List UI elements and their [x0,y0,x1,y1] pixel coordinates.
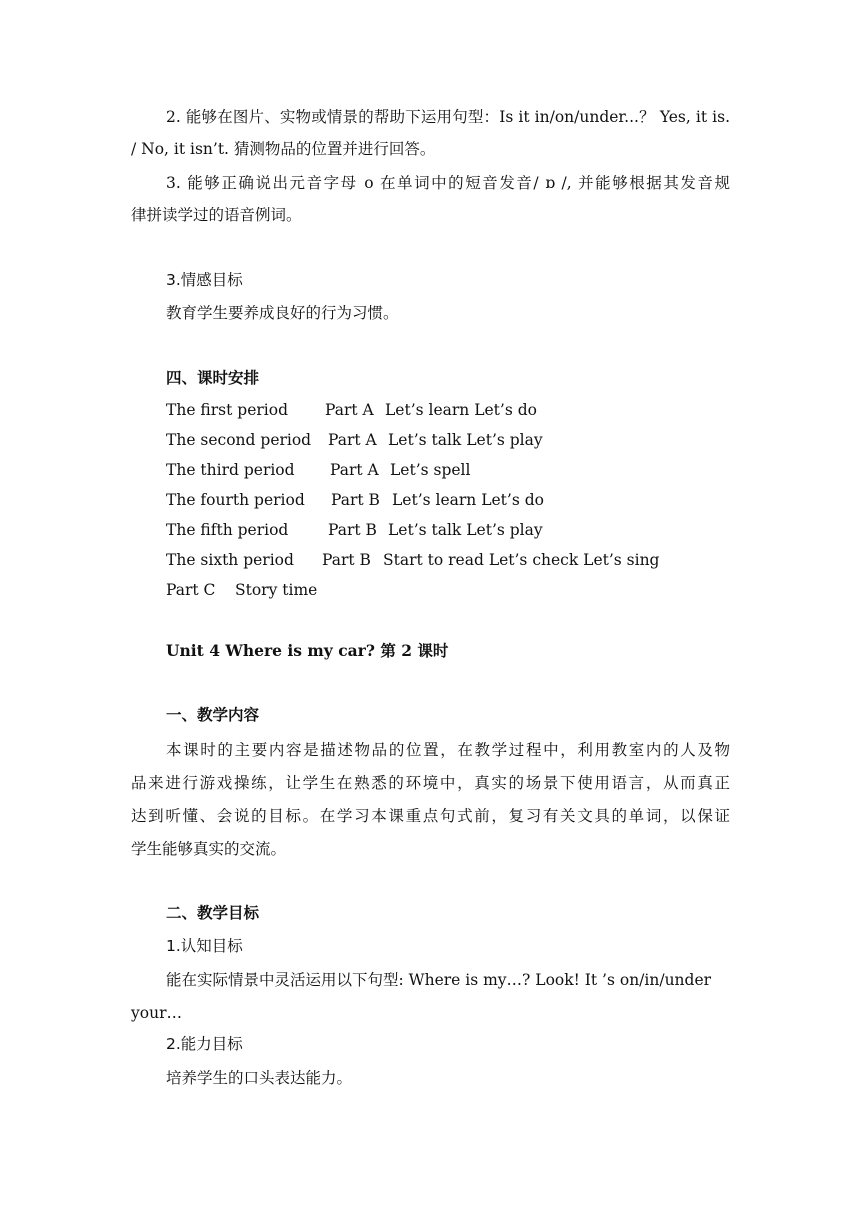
period-part: Part A [328,431,377,449]
ability-goal-heading: 2.能力目标 [166,1035,243,1053]
period-name: The fifth period [166,521,289,539]
content-line: 品来进行游戏操练，让学生在熟悉的环境中，真实的场景下使用语言，从而真正 [131,774,730,792]
cognitive-goal-line-2: your… [131,1004,182,1022]
content-heading: 一、教学内容 [166,706,260,724]
period-activities: Let’s talk Let’s play [388,521,543,539]
cognitive-goal-heading: 1.认知目标 [166,937,243,955]
period-name: The fourth period [166,491,305,509]
period-name: The second period [166,431,312,449]
objective-2-line-2: / No, it isn’t. 猜测物品的位置并进行回答。 [131,140,436,158]
period-activities: Let’s spell [390,461,471,479]
period-name: The sixth period [166,551,294,569]
emotion-goal-heading: 3.情感目标 [166,271,243,289]
period-activities: Let’s learn Let’s do [392,491,544,509]
period-part: Part A [330,461,379,479]
period-name: The first period [166,401,288,419]
period-name: The third period [166,461,295,479]
period-activities: Story time [235,581,318,599]
emotion-goal-text: 教育学生要养成良好的行为习惯。 [166,304,399,322]
period-part: Part B [322,551,371,569]
cognitive-goal-line-1: 能在实际情景中灵活运用以下句型: Where is my…? Look! It ’s on/in/under [166,971,712,989]
period-part: Part B [328,521,377,539]
objective-3-line-1: 3. 能够正确说出元音字母 o 在单词中的短音发音/ ɒ /, 并能够根据其发音规 [166,174,730,192]
content-line: 学生能够真实的交流。 [131,840,287,858]
period-part: Part A [325,401,374,419]
period-activities: Let’s talk Let’s play [388,431,543,449]
period-activities: Let’s learn Let’s do [385,401,537,419]
objective-3-line-2: 律拼读学过的语音例词。 [131,206,302,224]
content-line: 达到听懂、会说的目标。在学习本课重点句式前，复习有关文具的单词，以保证 [131,807,730,825]
ability-goal-text: 培养学生的口头表达能力。 [166,1069,353,1087]
schedule-heading: 四、课时安排 [166,369,260,387]
period-activities: Start to read Let’s check Let’s sing [383,551,660,569]
lesson-title: Unit 4 Where is my car? 第 2 课时 [166,641,449,660]
period-part: Part C [166,581,216,599]
objective-2-line-1: 2. 能够在图片、实物或情景的帮助下运用句型：Is it in/on/under...？ Yes, it is. [166,108,730,126]
content-line: 本课时的主要内容是描述物品的位置，在教学过程中，利用教室内的人及物 [166,741,730,759]
period-part: Part B [331,491,380,509]
goals-heading: 二、教学目标 [166,904,260,922]
